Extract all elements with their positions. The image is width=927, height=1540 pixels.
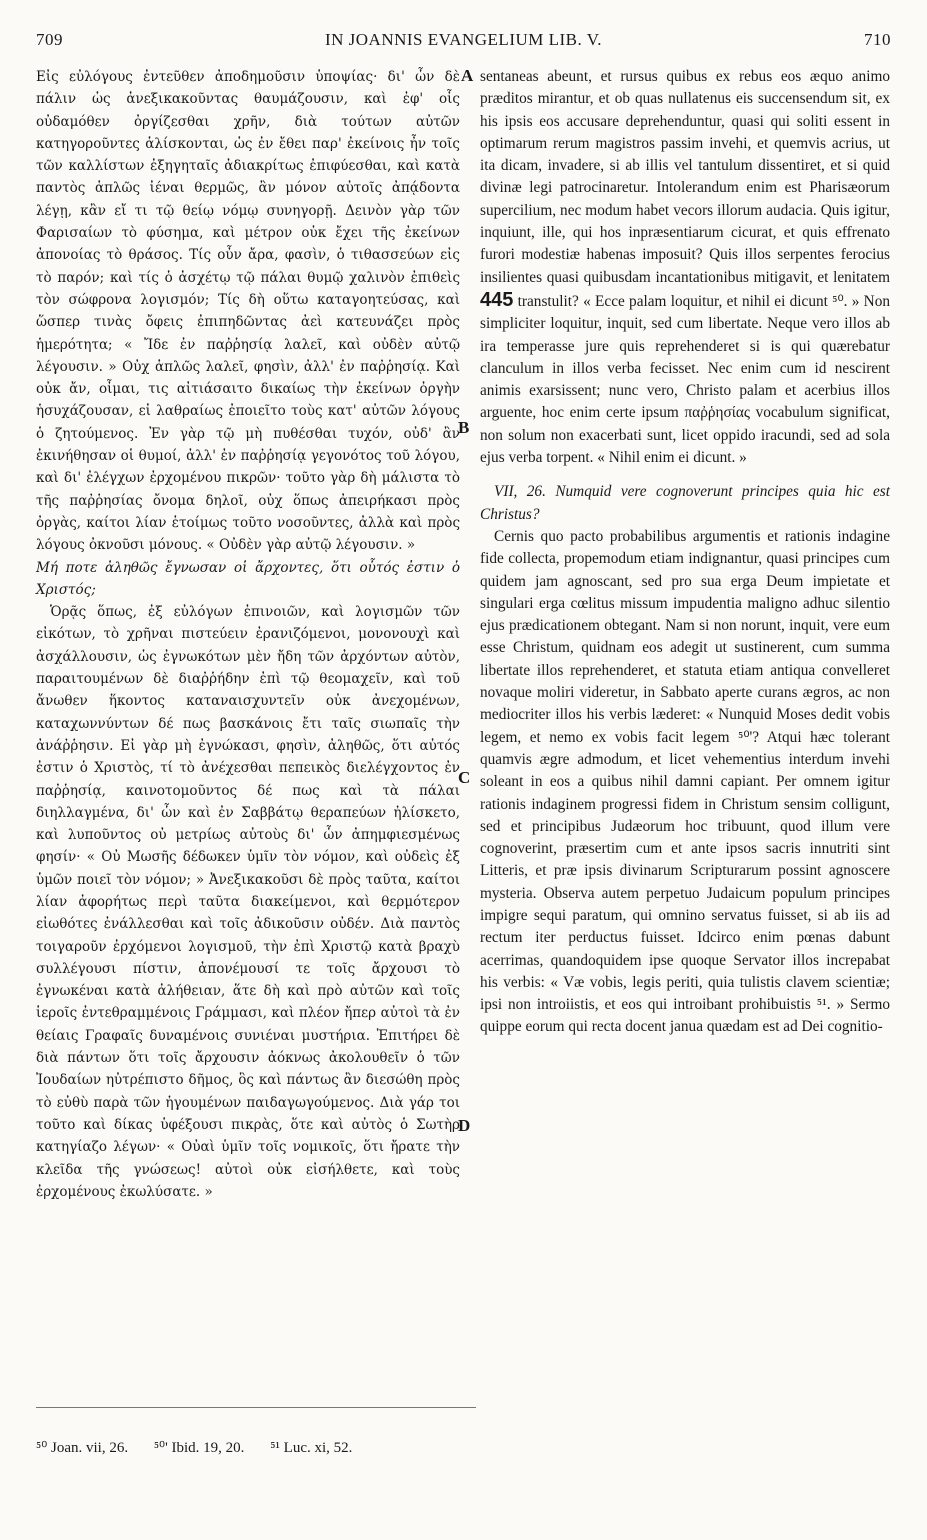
latin-paragraph-2: Cernis quo pacto probabilibus argumentis et rationis indagine fide collecta, propemodum etiam indignantur, quasi principes cum quidem jam agnoscant, sed pro sua erga Deum impietate et singulari erga cœlitus missum impudentia maligno adhuc silentio ejus prædicationem obtegant. Nam si non norunt, inquit, vere eum esse Christum, quidnam eos adegit ut sustinerent, cum summa libertate illos reprehenderet, et statuta etiam antiqua convelleret novaque moliri videretur, in Sabbato aperte curans ægros, ac non mediocriter illos his verbis læderet: « Nunquid Moses dedit vobis legem, et nemo ex vobis facit legem ⁵⁰'? Atqui hæc tolerant quamvis ægre admodum, et licet vehementius interdum invehi soleant in eos a quibus nihil damni capiant. Per omnem igitur rationis indaginem progressi fidem in Christum sensim colligunt, sed et principibus Judæorum hoc tribuunt, quod illum vere cognoverint, præsertim cum et ante ipsos sacris innutriti sint Litteris, et præ ipsis divinarum Scripturarum possint agnoscere mysteria. Observa autem perpetuo Judaicum populum principes impigre sequi paratum, qui omnino servatus fuisset, si ab iis ad rectum iter perductus fuisset. Idcirco enim pœnas dabunt acerrimas, quandoquidem ipse quoque Servator illos increpabat his verbis: « Væ vobis, legis periti, quia tulistis clavem scientiæ; ipsi non introiistis, et eos qui introibant prohibuistis ⁵¹. » Sermo quippe eorum qui recta docent janua quædam est ad Dei cognitio- (480, 527, 890, 1036)
greek-paragraph-1: Εἰς εὐλόγους ἐντεῦθεν ἀποδημοῦσιν ὑποψίας· δι' ὧν δὲ πάλιν ὡς ἀνεξικακοῦντας θαυμάζουσιν, καὶ ἐφ' οἷς οὐδαμόθεν ὀργίζεσθαι χρῆν, διὰ τούτων αὐτῶν κατηγοροῦντες ἁλίσκονται, ὡς ἐν ἔθει παρ' ἐκείνοις ἦν τοῖς τῶν καλλίστων ἐξηγηταῖς ἀδιακρίτως ἐπιφύεσθαι, καὶ κατὰ παντὸς ἁπλῶς ἰέναι θερμῶς, ἂν μόνον αὐτοῖς ἀπᾴδοντα λέγῃ, κἂν εἴ τι τῷ θείῳ νόμῳ συνηγορῇ. Δεινὸν γὰρ τῶν Φαρισαίων τὸ φύσημα, καὶ μέτρον οὐκ ἔχει τῆς ἐκείνων ἀπονοίας τὸ θράσος. Τίς οὖν ἄρα, φασὶν, ὁ τιθασσεύων εἰς τὸ παρόν; καὶ τίς ὁ ἀσχέτῳ τῷ πάλαι θυμῷ χαλινὸν ἐπιθεὶς τὸν σώφρονα λογισμόν; Τίς δὴ οὕτω καταγοητεύσας, καὶ ὥσπερ τινὰς ὄφεις ἐπιπηδῶντας ἀεὶ κατευνάζει πρὸς ἡμερότητα; « Ἴδε ἐν παῤῥησίᾳ λαλεῖ, καὶ οὐδὲν αὐτῷ λέγουσιν. » Οὐχ ἁπλῶς λαλεῖ, φησὶν, ἀλλ' ἐν παῤῥησίᾳ. Καὶ οὐκ ἄν, οἶμαι, τις αἰτιάσαιτο δικαίως τὴν ἐκείνων ὀργὴν ἡσυχάζουσαν, εἰ λαθραίως ἐποιεῖτο τοὺς κατ' αὐτῶν λόγους ὁ ζητούμενος. Ἐν γὰρ τῷ μὴ πυθέσθαι τυχόν, οὐδ' ἂν ἐκινήθησαν οἱ θυμοί, ἀλλ' ἐν παῤῥησίᾳ γεγονότος τοῦ λόγου, καὶ δι' ἐλέγχων ἐρχομένου πικρῶν· τοῦτο γὰρ δὴ μάλιστα τὸ τῆς παῤῥησίας ὄνομα δηλοῖ, οὐχ ὅπως ἀπειρήκασι πρὸς ὀργὰς, καίτοι λίαν ἑτοίμως τοῦτο νοσοῦντες, ἀλλὰ καὶ πρὸς λόγους ὀκνοῦσι μόνους. « Οὐδὲν γὰρ αὐτῷ λέγουσιν. » (36, 69, 460, 554)
latin-paragraph-1 (480, 66, 890, 469)
greek-heading: Μή ποτε ἀληθῶς ἔγνωσαν οἱ ἄρχοντες, ὅτι οὗτός ἐστιν ὁ Χριστός; (36, 559, 460, 598)
footnote-50a: ⁵⁰' Ibid. 19, 20. (153, 1440, 245, 1456)
footnote-50: ⁵⁰ Joan. vii, 26. (36, 1440, 129, 1456)
greek-paragraph-2: Ὁρᾷς ὅπως, ἐξ εὐλόγων ἐπινοιῶν, καὶ λογισμῶν τῶν εἰκότων, τὸ χρῆναι πιστεύειν ἐρανιζόμενοι, μονονουχὶ καὶ ἀσχάλλουσιν, ὡς ἐγνωκότων μὲν ἤδη τῶν ἀρχόντων αὐτὸν, παραιτουμένων δὲ διαῤῥήδην ἐπὶ τῷ θεομαχεῖν, καὶ τοῦ ἄνωθεν ἥκοντος καταναισχυντεῖν οὐκ ἀνεχομένων, καταχωννύντων δέ πως βασκάνοις ἔτι ταῖς σιωπαῖς τὴν ἀνάῤῥησιν. Εἰ γὰρ μὴ ἐγνώκασι, φησὶν, ἀληθῶς, ὅτι αὐτός ἐστιν ὁ Χριστὸς, τί τὸ ἀνέχεσθαι πεπεικὸς διελέγχοντος ἐν παῤῥησίᾳ, καινοτομοῦντος δέ πως καὶ τὰ πάλαι διηλλαγμένα, δι' ὧν καὶ ἐν Σαββάτῳ θεραπεύων ἠλίσκετο, καὶ λυποῦντος οὐ μετρίως αὐτοὺς δι' ὧν ἀπημφιεσμένως φησίν· « Οὐ Μωσῆς δέδωκεν ὑμῖν τὸν νόμον, καὶ οὐδεὶς ἐξ ὑμῶν ποιεῖ τὸν νόμον; » Ἀνεξικακοῦσι δὲ πρὸς ταῦτα, καίτοι λίαν ἀφορήτως περὶ ταῦτα διακείμενοι, καὶ θερμότερον εἰωθότες ἐνάλλεσθαι καὶ τοῖς ἀδικοῦσιν οὐδέν. Διὰ παντὸς τοιγαροῦν ἐρχόμενοι λογισμοῦ, τὴν ἐπὶ Χριστῷ κατὰ βραχὺ συλλέγουσι πίστιν, ἀπονέμουσί τε τοῖς ἄρχουσι τὸ ἐγνωκέναι κατὰ ἀλήθειαν, ἅτε δὴ καὶ πρὸ αὐτῶν καὶ τοῖς ἱεροῖς ἐντεθραμμένοις Γράμμασι, καὶ πλέον ἤπερ αὐτοὶ τὰ ἐν θείαις Γραφαῖς δυναμένοις συνιέναι μυστήρια. Ἐπιτήρει δὲ διὰ πάντων ὅτι τοῖς ἄρχουσιν ἀόκνως ἀκολουθεῖν ὁ τῶν Ἰουδαίων ηὐτρέπιστο δῆμος, ὃς καὶ πάντως ἂν διεσώθη πρὸς τὸ εὐθὺ παρὰ τῶν ἡγουμένων παιδαγωγούμενος. Διὰ γάρ τοι τοῦτο καὶ δίκας ὑφέξουσι πικρὰς, ὅτε καὶ αὐτὸς ὁ Σωτὴρ κατηγίαζο λέγων· « Οὐαὶ ὑμῖν τοῖς νομικοῖς, ὅτι ἤρατε τὴν κλεῖδα τῆς γνώσεως! αὐτοὶ οὐκ εἰσήλθετε, καὶ τοὺς ἐρχομένους ἐκωλύσατε. » (36, 604, 460, 1200)
margin-letter-b: B (458, 418, 470, 437)
footnote-51: ⁵¹ Luc. xi, 52. (270, 1440, 353, 1456)
running-title: IN JOANNIS EVANGELIUM LIB. V. (324, 30, 603, 49)
greek-column (36, 66, 460, 1203)
page-number-right: 710 (864, 30, 891, 49)
margin-letter-d: D (458, 1116, 471, 1135)
footnote-rule (36, 1407, 476, 1408)
edition-page-number: 445 (480, 288, 514, 311)
latin-paragraph-1-part-b: transtulit? « Ecce palam loquitur, et nihil ei dicunt ⁵⁰. » Non simpliciter loquitur, inquit, sed cum libertate. Neque vero illos ab ira temperasse jure quis reprehenderet si is qui quærebatur clanculum in illos verba fecisset. Nec enim cum id nescirent animis exarsissent; nunc vero, Christo palam et acerbius illos arguente, hoc enim certe ipsum παῤῥησίας vocabulum significat, non solum non exacerbati sunt, licet oppido iracundi, sed ad sola ejus verba torpent. « Nihil enim ei dicunt. » (480, 292, 890, 467)
footnotes (36, 1438, 374, 1457)
latin-heading: VII, 26. Numquid vere cognoverunt principes quia hic est Christus? (480, 483, 890, 523)
latin-paragraph-1-part-a: sentaneas abeunt, et rursus quibus ex rebus eos æquo animo præditos mirantur, et ob quas nullatenus eis succensendum sit, ex his ipsis eos accusare deprehenduntur, quasi qui soliti essent in optimarum rerum magistros passim invehi, et quemvis acrius, ut ita dicam, invadere, si ab illis vel tantulum dissentiret, et si quid divinæ legi patrocinaretur. Intolerandum enim est Pharisæorum supercilium, nec modum habet vecors illorum audacia. Quis igitur, inquiunt, ille, qui hos inpræsentiarum cicurat, et quis effrenato furori modestiæ habenas imposuit? Quis illos serpentes ferocius insilientes quasi quibusdam incantationibus mitigavit, et lenitatem (480, 68, 890, 286)
margin-letter-c: C (458, 768, 471, 787)
running-header (36, 30, 891, 60)
page-number-left: 709 (36, 30, 63, 49)
latin-column (480, 66, 890, 1039)
margin-letter-a: A (461, 66, 474, 85)
